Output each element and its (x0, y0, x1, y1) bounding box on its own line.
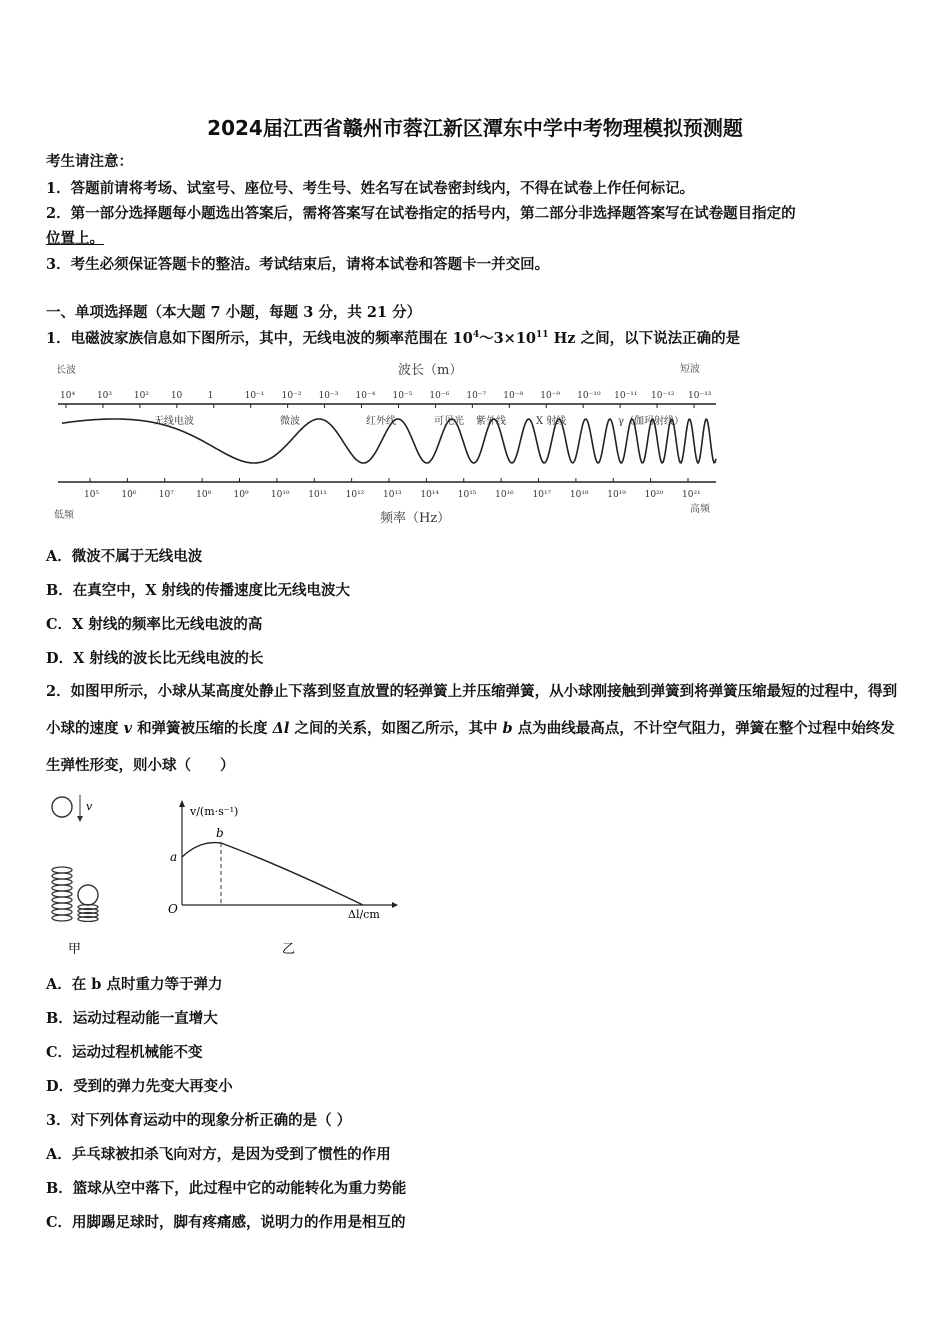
band-label: 微波 (280, 416, 300, 427)
frequency-tick-label: 10⁷ (158, 490, 174, 500)
q2-option-d[interactable]: D．受到的弹力先变大再变小 (46, 1078, 233, 1095)
frequency-tick-label: 10¹⁸ (569, 490, 589, 500)
question-2-stem: 2．如图甲所示，小球从某高度处静止下落到竖直放置的轻弹簧上并压缩弹簧，从小球刚接触到弹簧到将弹簧压缩最短的过程中，得到小球的速度 v 和弹簧被压缩的长度 Δl 之间的关系，如图乙所示，其中 b 点为曲线最高点，不计空气阻力，弹簧在整个过程中始终发生弹性形变，则小球（ ） (46, 683, 898, 774)
low-freq-label: 低频 (54, 510, 74, 521)
x-axis-label: Δl/cm (348, 908, 380, 921)
wavelength-tick-label: 10⁻⁵ (392, 391, 413, 401)
band-label: 可见光 (434, 416, 464, 427)
falling-ball (52, 797, 72, 817)
figure-jia-label: 甲 (68, 942, 82, 957)
figure-yi-graph (160, 795, 400, 960)
wavelength-tick-label: 10⁻¹² (651, 391, 675, 401)
wavelength-tick-label: 10⁻¹³ (688, 391, 712, 401)
spring-relaxed (52, 867, 72, 921)
frequency-tick-label: 10¹³ (383, 490, 402, 500)
band-label: 紫外线 (476, 416, 506, 427)
frequency-tick-label: 10¹⁹ (607, 490, 626, 500)
frequency-tick-label: 10¹⁶ (495, 490, 514, 500)
long-wave-label: 长波 (56, 365, 76, 376)
wavelength-tick-label: 10⁻⁶ (429, 391, 450, 401)
wavelength-tick-label: 10³ (96, 391, 113, 401)
frequency-tick-label: 10⁶ (121, 490, 137, 500)
wavelength-tick-label: 10⁻² (281, 391, 302, 401)
wavelength-tick-label: 10² (133, 391, 149, 401)
q1-option-c[interactable]: C．X 射线的频率比无线电波的高 (46, 616, 263, 633)
wavelength-tick-label: 10⁻¹ (244, 391, 265, 401)
spring-compressed (78, 905, 98, 922)
y-axis-label: v/(m·s⁻¹) (190, 805, 239, 818)
frequency-tick-label: 10¹² (345, 490, 365, 500)
frequency-tick-label: 10¹⁵ (457, 490, 477, 500)
wavelength-tick-label: 10⁻⁷ (466, 391, 487, 401)
frequency-tick-label: 10¹¹ (308, 490, 327, 500)
notice-item-2: 2．第一部分选择题每小题选出答案后，需将答案写在试卷指定的括号内，第二部分非选择题答案写在试卷题目指定的 (46, 205, 796, 222)
ball-on-spring (78, 885, 98, 905)
notice-item-3: 3．考生必须保证答题卡的整洁。考试结束后，请将本试卷和答题卡一并交回。 (46, 256, 550, 273)
wavelength-tick-label: 10⁻³ (318, 391, 339, 401)
section-heading: 一、单项选择题（本大题 7 小题，每题 3 分，共 21 分） (46, 304, 422, 321)
band-label: X 射线 (536, 416, 567, 427)
q1-option-a[interactable]: A．微波不属于无线电波 (46, 548, 203, 565)
wavelength-ticks (60, 391, 712, 408)
frequency-tick-label: 10¹⁰ (270, 490, 290, 500)
q3-option-b[interactable]: B．篮球从空中落下，此过程中它的动能转化为重力势能 (46, 1180, 407, 1197)
wavelength-tick-label: 10⁴ (60, 391, 76, 401)
band-label: γ（伽玛射线） (618, 416, 684, 427)
wavelength-tick-label: 10⁻⁴ (355, 391, 376, 401)
question-1-stem: 1．电磁波家族信息如下图所示，其中，无线电波的频率范围在 $10^4\sim 3\times 10^{11}$ Hz 之间，以下说法正确的是 (46, 330, 741, 347)
band-labels (154, 414, 684, 427)
short-wave-label: 短波 (680, 364, 700, 375)
notice-item-2-cont: 位置上。 (46, 230, 104, 247)
q1-option-b[interactable]: B．在真空中，X 射线的传播速度比无线电波大 (46, 582, 351, 599)
band-label: 红外线 (366, 416, 396, 427)
q3-option-c[interactable]: C．用脚踢足球时，脚有疼痛感，说明力的作用是相互的 (46, 1214, 406, 1231)
frequency-axis-label: 频率（Hz） (380, 511, 451, 526)
wavelength-axis-label: 波长（m） (398, 363, 463, 378)
point-a-label: a (170, 850, 178, 864)
band-label: 无线电波 (154, 416, 194, 427)
question-3-stem: 3．对下列体育运动中的现象分析正确的是（ ） (46, 1112, 352, 1129)
frequency-tick-label: 10⁸ (196, 490, 212, 500)
wavelength-tick-label: 10⁻⁹ (540, 391, 561, 401)
wavelength-tick-label: 10⁻⁸ (503, 391, 524, 401)
v-arrow-label: v (86, 800, 93, 813)
wavelength-tick-label: 10⁻¹⁰ (577, 391, 601, 401)
wavelength-tick-label: 10⁻¹¹ (614, 391, 638, 401)
notice-heading: 考生请注意： (46, 153, 133, 170)
frequency-tick-label: 10¹⁴ (420, 490, 440, 500)
em-spectrum-figure (48, 356, 728, 531)
page-title: 2024届江西省赣州市蓉江新区潭东中学中考物理模拟预测题 (207, 116, 743, 140)
q3-option-a[interactable]: A．乒乓球被扣杀飞向对方，是因为受到了惯性的作用 (46, 1146, 391, 1163)
frequency-tick-label: 10⁹ (233, 490, 249, 500)
q1-option-d[interactable]: D．X 射线的波长比无线电波的长 (46, 650, 264, 667)
frequency-tick-label: 10¹⁷ (532, 490, 552, 500)
velocity-curve (182, 843, 363, 905)
frequency-tick-label: 10⁵ (84, 490, 100, 500)
q2-option-a[interactable]: A．在 b 点时重力等于弹力 (46, 976, 223, 993)
frequency-tick-label: 10²⁰ (644, 490, 664, 500)
origin-label: O (168, 902, 178, 916)
wavelength-tick-label: 1 (207, 391, 214, 401)
q2-option-b[interactable]: B．运动过程动能一直增大 (46, 1010, 218, 1027)
point-b-label: b (216, 826, 224, 840)
figure-yi-label: 乙 (282, 942, 296, 957)
figure-jia (46, 790, 126, 960)
high-freq-label: 高频 (690, 504, 710, 515)
q2-option-c[interactable]: C．运动过程机械能不变 (46, 1044, 203, 1061)
frequency-tick-label: 10²¹ (682, 490, 701, 500)
wavelength-tick-label: 10 (170, 391, 183, 401)
notice-item-1: 1．答题前请将考场、试室号、座位号、考生号、姓名写在试卷密封线内，不得在试卷上作任何标记。 (46, 180, 695, 197)
